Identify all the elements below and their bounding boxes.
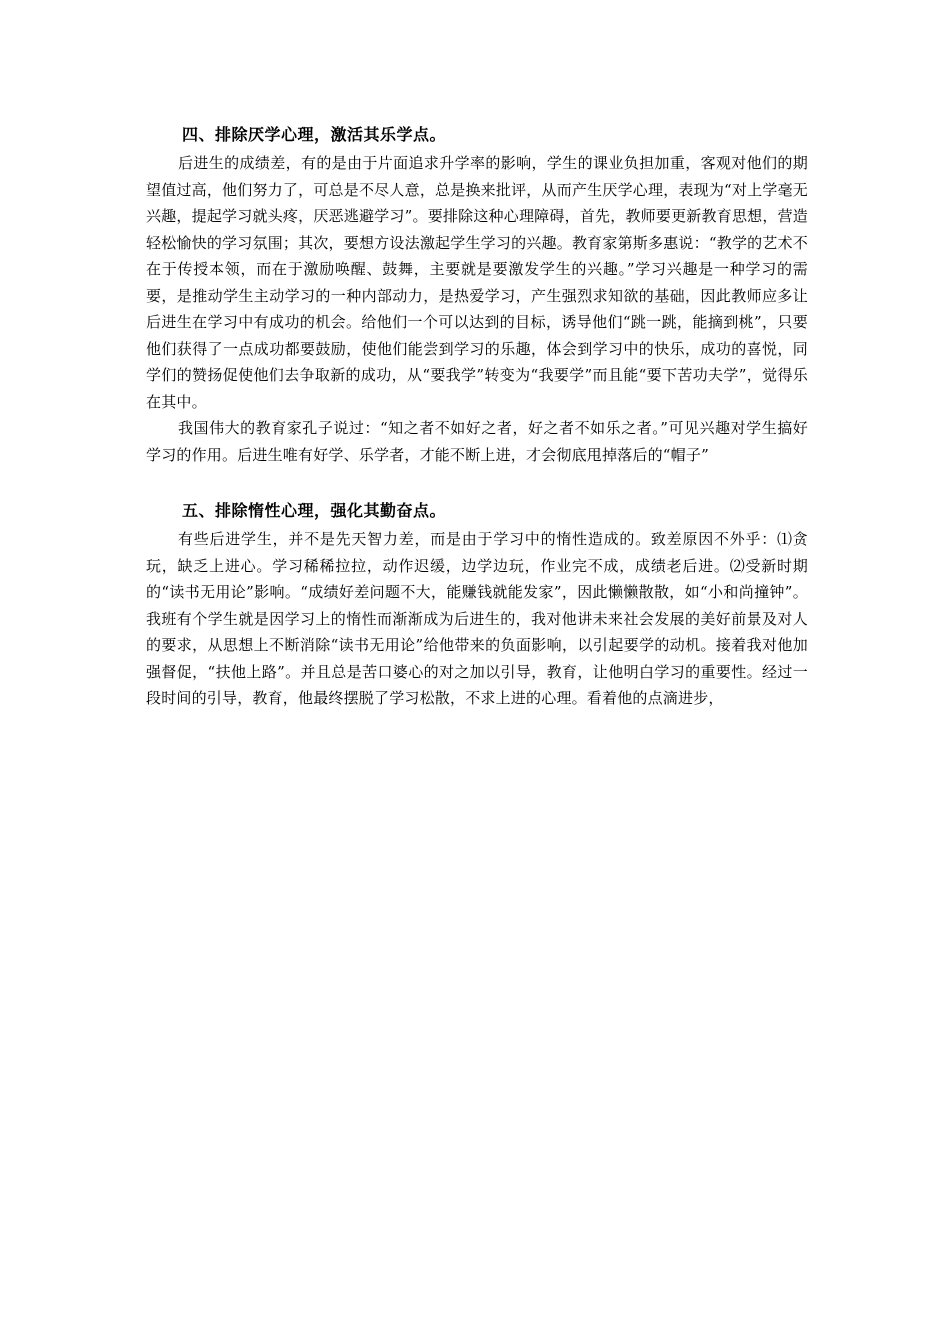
paragraph: 有些后进学生，并不是先天智力差，而是由于学习中的惰性造成的。致差原因不外乎：⑴贪玩，缺乏上进心。学习稀稀拉拉，动作迟缓，边学边玩，作业完不成，成绩老后进。⑵受新时期的“读书无用论”影响。“成绩好差问题不大，能赚钱就能发家”，因此懒懒散散，如“小和尚撞钟”。我班有个学生就是因学习上的惰性而渐渐成为后进生的，我对他讲未来社会发展的美好前景及对人的要求，从思想上不断消除“读书无用论”给他带来的负面影响，以引起要学的动机。接着我对他加强督促，“扶他上路”。并且总是苦口婆心的对之加以引导，教育，让他明白学习的重要性。经过一段时间的引导，教育，他最终摆脱了学习松散，不求上进的心理。看着他的点滴进步，: [146, 530, 808, 707]
section-heading: 五、排除惰性心理，强化其勤奋点。: [182, 501, 447, 520]
section-heading: 四、排除厌学心理，激活其乐学点。: [182, 125, 447, 144]
document-page: [146, 122, 808, 712]
paragraph: 后进生的成绩差，有的是由于片面追求升学率的影响，学生的课业负担加重，客观对他们的期望值过高，他们努力了，可总是不尽人意，总是换来批评，从而产生厌学心理，表现为“对上学毫无兴趣，提起学习就头疼，厌恶逃避学习”。要排除这种心理障碍，首先，教师要更新教育思想，营造轻松愉快的学习氛围；其次，要想方设法激起学生学习的兴趣。教育家第斯多惠说：“教学的艺术不在于传授本领，而在于激励唤醒、鼓舞，主要就是要激发学生的兴趣。”学习兴趣是一种学习的需要，是推动学生主动学习的一种内部动力，是热爱学习，产生强烈求知欲的基础，因此教师应多让后进生在学习中有成功的机会。给他们一个可以达到的目标，诱导他们“跳一跳，能摘到桃”，只要他们获得了一点成功都要鼓励，使他们能尝到学习的乐趣，体会到学习中的快乐，成功的喜悦，同学们的赞扬促使他们去争取新的成功，从“要我学”转变为“我要学”而且能“要下苦功夫学”，觉得乐在其中。: [146, 154, 808, 411]
section-four: [146, 122, 808, 468]
section-five: [146, 498, 808, 712]
paragraph: 我国伟大的教育家孔子说过：“知之者不如好之者，好之者不如乐之者。”可见兴趣对学生搞好学习的作用。后进生唯有好学、乐学者，才能不断上进，才会彻底甩掉落后的“帽子”: [146, 419, 808, 464]
